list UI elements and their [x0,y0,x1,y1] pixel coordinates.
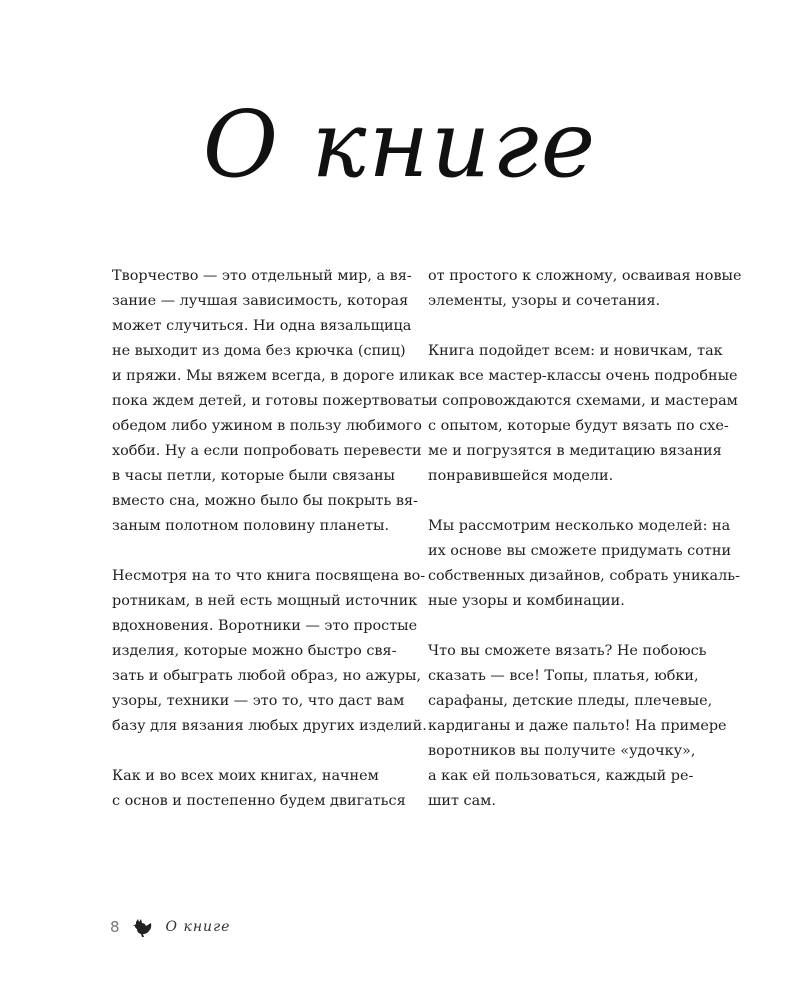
text-line: заным полотном половину планеты. [112,518,390,534]
text-line: базу для вязания любых других изделий. [112,718,427,734]
text-line: вместо сна, можно было бы покрыть вя- [112,493,418,509]
text-line: зать и обыграть любой образ, но ажуры, [112,668,422,684]
text-line: изделия, которые можно быстро свя- [112,643,397,659]
paragraph [112,264,429,539]
text-line: может случиться. Ни одна вязальщица [112,318,412,334]
text-line: не выходит из дома без крючка (спиц) [112,343,406,359]
text-line: вдохновения. Воротники — это простые [112,618,418,634]
text-line: Творчество — это отдельный мир, а вя- [112,268,412,284]
paragraph [428,264,742,314]
paragraph [112,564,427,739]
text-line: их основе вы сможете придумать сотни [428,543,732,559]
text-column-left [112,264,429,839]
text-line: Мы рассмотрим несколько моделей: на [428,518,731,534]
text-line: хобби. Ну а если попробовать перевести [112,443,422,459]
text-line: Как и во всех моих книгах, начнем [112,768,379,784]
text-line: ме и погрузятся в медитацию вязания [428,443,722,459]
text-line: и пряжи. Мы вяжем всегда, в дороге или [112,368,428,384]
text-line: кардиганы и даже пальто! На примере [428,718,727,734]
hen-icon [132,916,154,938]
text-line: Книга подойдет всем: и новичкам, так [428,343,723,359]
running-title: О книге [165,919,231,935]
text-line: элементы, узоры и сочетания. [428,293,661,309]
text-line: с опытом, которые будут вязать по схе- [428,418,729,434]
text-column-right [428,264,742,839]
paragraph [428,339,738,489]
text-line: Несмотря на то что книга посвящена во- [112,568,426,584]
text-line: в часы петли, которые были связаны [112,468,395,484]
text-line: сарафаны, детские пледы, плечевые, [428,693,713,709]
text-line: Что вы сможете вязать? Не побоюсь [428,643,707,659]
text-line: как все мастер-классы очень подробные [428,368,738,384]
text-line: узоры, техники — это то, что даст вам [112,693,405,709]
page-title: О книге [202,91,598,198]
paragraph [112,764,404,814]
text-line: ные узоры и комбинации. [428,593,625,609]
text-line: сказать — все! Топы, платья, юбки, [428,668,699,684]
text-line: обедом либо ужином в пользу любимого [112,418,422,434]
text-line: с основ и постепенно будем двигаться [112,793,406,809]
text-line: от простого к сложному, осваивая новые [428,268,742,284]
page-number: 8 [110,918,120,936]
text-line: зание — лучшая зависимость, которая [112,293,409,309]
text-line: шит сам. [428,793,496,809]
text-line: и сопровождаются схемами, и мастерам [428,393,738,409]
text-line: понравившейся модели. [428,468,614,484]
paragraph [428,514,740,614]
text-line: ротникам, в ней есть мощный источник [112,593,418,609]
text-line: а как ей пользоваться, каждый ре- [428,768,694,784]
page-footer [110,912,230,942]
text-line: воротников вы получите «удочку», [428,743,696,759]
text-line: собственных дизайнов, собрать уникаль- [428,568,740,584]
paragraph [428,639,728,814]
text-line: пока ждем детей, и готовы пожертвовать [112,393,429,409]
